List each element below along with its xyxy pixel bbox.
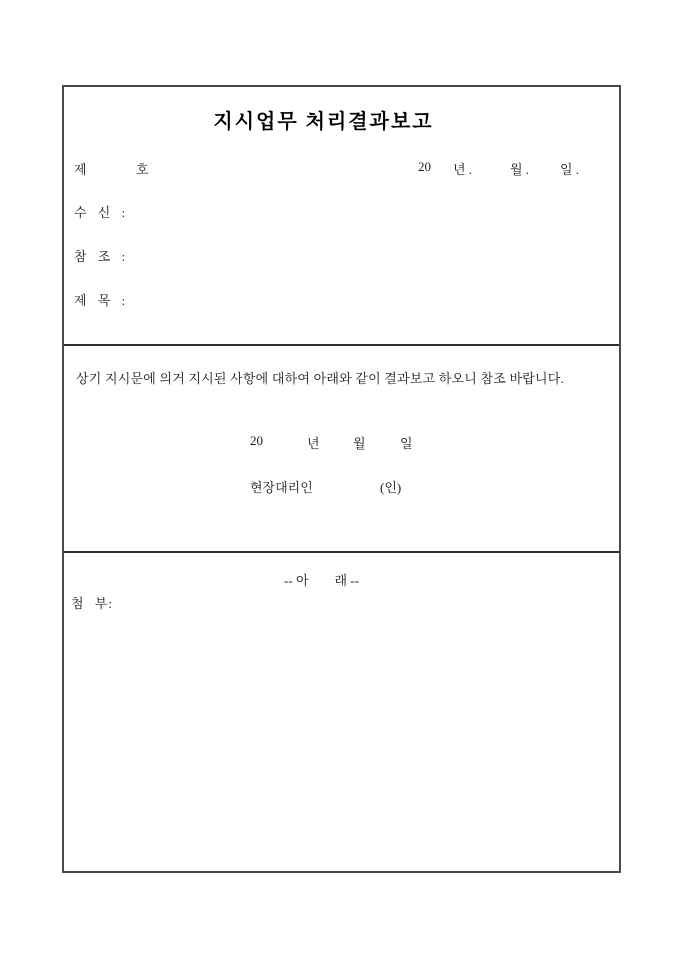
attachment-section — [64, 551, 619, 871]
signer-row — [64, 477, 619, 497]
report-statement: 상기 지시문에 의거 지시된 사항에 대하여 아래와 같이 결과보고 하오니 참조 바랍니다. — [76, 371, 564, 386]
doc-number-prefix: 제 — [74, 162, 87, 177]
reference-row — [64, 246, 619, 266]
subject-label: 제 목 : — [74, 293, 127, 308]
report-section — [64, 344, 619, 551]
report-date-year-label: 년 — [307, 436, 320, 451]
signer-label: 현장대리인 — [250, 480, 313, 495]
header-date-year-prefix: 20 — [418, 159, 431, 174]
form-border — [62, 85, 621, 873]
header-date-day-label: 일 . — [560, 162, 580, 177]
doc-number-row — [64, 159, 619, 179]
recipient-row — [64, 202, 619, 222]
reference-label: 참 조 : — [74, 249, 127, 264]
seal-label: (인) — [380, 480, 402, 495]
header-date-year-label: 년 . — [453, 162, 473, 177]
attachment-row — [64, 593, 619, 613]
below-marker: -- 아 래 -- — [284, 573, 359, 588]
subject-row — [64, 290, 619, 310]
recipient-label: 수 신 : — [74, 205, 127, 220]
attachment-label: 첨 부: — [71, 596, 113, 611]
header-section — [64, 87, 619, 344]
doc-number-suffix: 호 — [136, 162, 149, 177]
report-date-day-label: 일 — [400, 436, 413, 451]
report-date-year-prefix: 20 — [250, 433, 263, 448]
report-date-month-label: 월 — [353, 436, 366, 451]
report-date-row — [64, 433, 619, 453]
header-date-month-label: 월 . — [510, 162, 530, 177]
document-title: 지시업무 처리결과보고 — [213, 111, 434, 133]
